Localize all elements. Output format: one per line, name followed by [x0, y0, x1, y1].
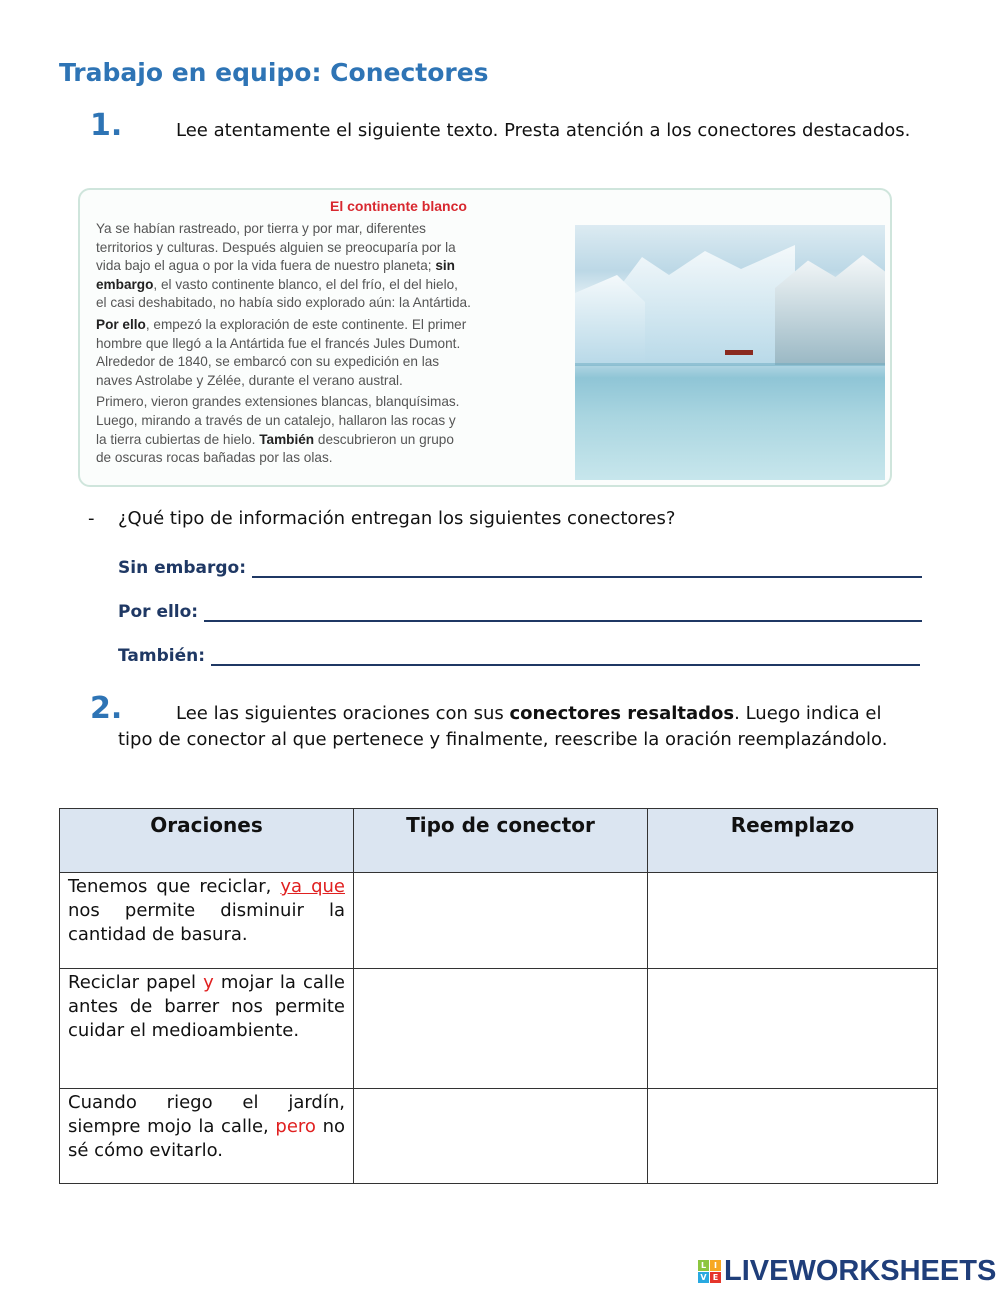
liveworksheets-logo [698, 1255, 996, 1288]
sentence-text: mojar la calle antes de barrer nos permite cuidar el medioambiente. [68, 972, 345, 1041]
passage-text: , el vasto continente blanco, el del frío, el del hielo, [153, 276, 458, 292]
passage-line [96, 276, 566, 295]
table-row [60, 873, 938, 969]
logo-tile: I [710, 1260, 721, 1271]
passage-text [96, 220, 566, 468]
tipo-input[interactable] [354, 1089, 648, 1184]
answer-tambien [118, 646, 920, 666]
passage-line [96, 220, 566, 239]
connector-highlight: y [203, 972, 214, 993]
sentence-text: Cuando riego el jardín, siempre mojo la calle, [68, 1092, 345, 1137]
logo-tile: E [710, 1272, 721, 1283]
sentence-text: Reciclar papel [68, 972, 204, 993]
passage-line [96, 353, 566, 372]
highlighted-connector: embargo [96, 276, 154, 292]
answer-input[interactable] [252, 558, 922, 578]
table-row [60, 969, 938, 1089]
logo-tile: V [698, 1272, 709, 1283]
passage-text: Primero, vieron grandes extensiones blancas, blanquísimas. [96, 394, 460, 410]
connector-highlight: pero [275, 1116, 316, 1137]
passage-line [96, 257, 566, 276]
sentence-cell [60, 873, 354, 969]
table-header [60, 809, 938, 873]
passage-text: la tierra cubiertas de hielo. [96, 431, 260, 447]
sentence-cell [60, 1089, 354, 1184]
answer-input[interactable] [204, 602, 922, 622]
antarctica-glacier-image [575, 225, 885, 480]
passage-text: , empezó la exploración de este continente. El primer [145, 316, 467, 332]
highlighted-connector: sin [435, 258, 455, 274]
passage-text: Luego, mirando a través de un catalejo, hallaron las rocas y [96, 412, 456, 428]
question-bullet: - [88, 508, 95, 529]
header-oraciones: Oraciones [60, 809, 354, 873]
instruction-bold: conectores resaltados [509, 703, 735, 724]
connectors-table [59, 808, 938, 1184]
passage-line [96, 449, 566, 468]
passage-text: territorios y culturas. Después alguien se preocuparía por la [96, 239, 456, 255]
passage-text: descubrieron un grupo [314, 431, 454, 447]
passage-line [96, 316, 566, 335]
connector-highlight: ya que [280, 876, 345, 897]
passage-line [96, 412, 566, 431]
passage-line [96, 239, 566, 258]
section-1-instruction: Lee atentamente el siguiente texto. Presta atención a los conectores destacados. [176, 120, 911, 141]
passage-text: Alrededor de 1840, se embarcó con su expedición en las [96, 354, 440, 370]
answer-por-ello [118, 602, 922, 622]
instruction-text: . Luego indica el tipo de conector al que pertenece y finalmente, reescribe la oración reemplazándolo. [118, 703, 888, 750]
sentence-text: Tenemos que reciclar, [68, 876, 281, 897]
section-2-instruction [118, 701, 918, 753]
logo-text: LIVEWORKSHEETS [724, 1255, 997, 1287]
answer-sin-embargo [118, 558, 922, 578]
passage-text: hombre que llegó a la Antártida fue el francés Jules Dumont. [96, 335, 461, 351]
passage-text: Ya se habían rastreado, por tierra y por mar, diferentes [96, 221, 426, 236]
answer-label: También: [118, 646, 206, 666]
passage-line [96, 431, 566, 450]
tipo-input[interactable] [354, 969, 648, 1089]
header-tipo: Tipo de conector [354, 809, 648, 873]
answer-label: Sin embargo: [118, 558, 247, 578]
page-title: Trabajo en equipo: Conectores [59, 58, 489, 87]
highlighted-connector: También [259, 431, 315, 447]
answer-input[interactable] [211, 646, 920, 666]
passage-text: el casi deshabitado, no había sido explorado aún: la Antártida. [96, 295, 471, 311]
instruction-text: Lee las siguientes oraciones con sus [176, 703, 510, 724]
passage-text: de oscuras rocas bañadas por las olas. [96, 450, 333, 466]
sentence-text: nos permite disminuir la cantidad de basura. [68, 900, 345, 945]
reemplazo-input[interactable] [648, 1089, 938, 1184]
logo-tile: L [698, 1260, 709, 1271]
highlighted-connector: Por ello [96, 316, 146, 332]
passage-line [96, 335, 566, 354]
logo-tiles-icon [698, 1260, 721, 1283]
passage-text: vida bajo el agua o por la vida fuera de nuestro planeta; [96, 258, 436, 274]
passage-line [96, 294, 566, 313]
section-1-number: 1. [90, 108, 123, 143]
passage-title: El continente blanco [330, 198, 467, 214]
header-reemplazo: Reemplazo [648, 809, 938, 873]
passage-line [96, 372, 566, 391]
question-text: ¿Qué tipo de información entregan los siguientes conectores? [118, 508, 676, 529]
sentence-cell [60, 969, 354, 1089]
table-row [60, 1089, 938, 1184]
reemplazo-input[interactable] [648, 969, 938, 1089]
answer-label: Por ello: [118, 602, 199, 622]
tipo-input[interactable] [354, 873, 648, 969]
passage-text: naves Astrolabe y Zélée, durante el verano austral. [96, 372, 403, 388]
sentence-text: no sé cómo evitarlo. [68, 1116, 345, 1161]
reemplazo-input[interactable] [648, 873, 938, 969]
passage-line [96, 393, 566, 412]
section-2-number: 2. [90, 691, 123, 726]
